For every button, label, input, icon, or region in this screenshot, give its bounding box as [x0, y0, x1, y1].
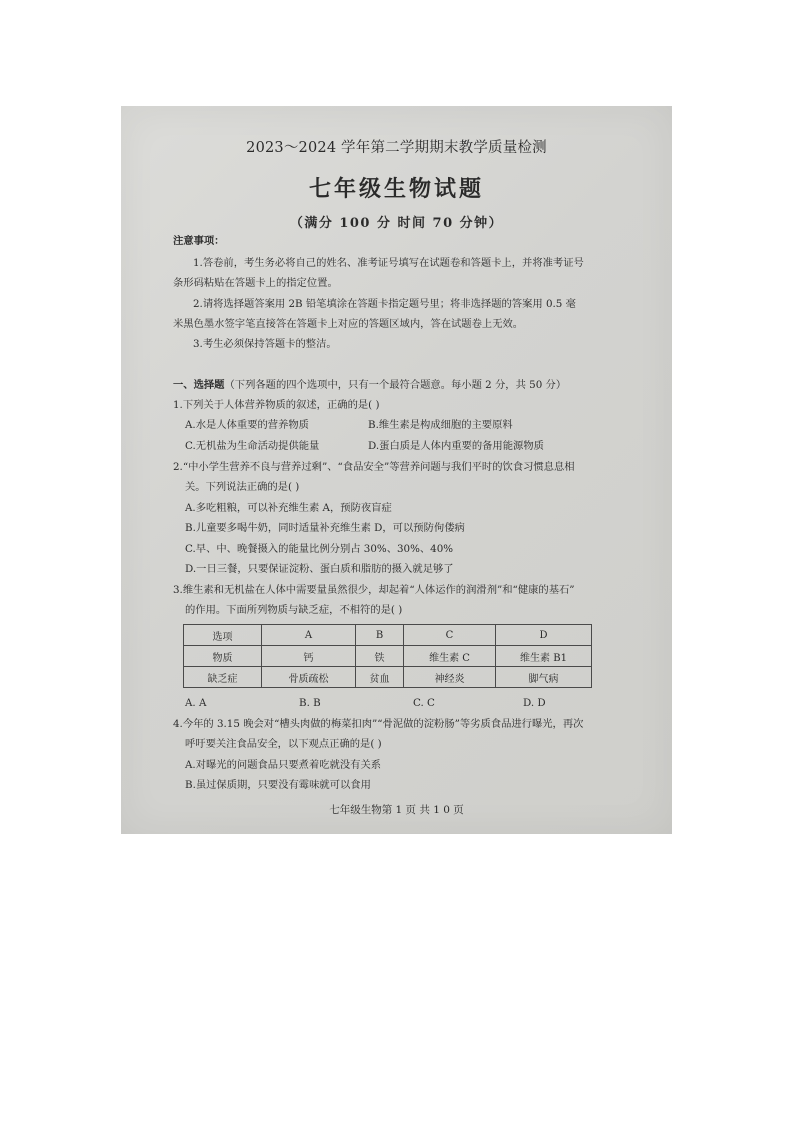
notice-item-2-line-2: 米黑色墨水签字笔直接答在答题卡上对应的答题区域内，答在试题卷上无效。	[173, 318, 524, 330]
section-1-desc: （下列各题的四个选项中，只有一个最符合题意。每小题 2 分，共 50 分）	[224, 379, 567, 391]
section-1-header	[173, 378, 566, 392]
section-1-heading: 一、选择题	[173, 379, 225, 391]
table-cell: 选项	[184, 625, 262, 646]
q4-stem-line-2: 呼吁要关注食品安全，以下观点正确的是( )	[185, 738, 382, 750]
q4-stem-line-1: 4.今年的 3.15 晚会对“槽头肉做的梅菜扣肉”“骨泥做的淀粉肠”等劣质食品进行曝光，再次	[173, 718, 584, 730]
q1-option-b: B.维生素是构成细胞的主要原料	[368, 419, 513, 431]
q3-option-b: B. B	[299, 697, 321, 709]
table-cell: A	[262, 625, 356, 646]
table-cell: 神经炎	[404, 667, 496, 688]
notice-item-3: 3.考生必须保持答题卡的整洁。	[193, 338, 337, 350]
q4-option-b: B.虽过保质期，只要没有霉味就可以食用	[185, 779, 371, 791]
exam-title: 七年级生物试题	[308, 176, 484, 202]
q1-option-c: C.无机盐为生命活动提供能量	[185, 440, 320, 452]
q3-option-d: D. D	[523, 697, 546, 709]
q2-stem-line-2: 关。下列说法正确的是( )	[185, 481, 300, 493]
table-row	[184, 667, 592, 688]
q3-stem-line-1: 3.维生素和无机盐在人体中需要量虽然很少，却起着“人体运作的润滑剂”和“健康的基石”	[173, 584, 575, 596]
table-cell: 脚气病	[496, 667, 592, 688]
table-cell: 骨质疏松	[262, 667, 356, 688]
table-cell: 贫血	[356, 667, 404, 688]
table-cell: B	[356, 625, 404, 646]
exam-paper	[121, 106, 672, 834]
q2-option-a: A.多吃粗粮，可以补充维生素 A，预防夜盲症	[185, 502, 392, 514]
table-cell: 物质	[184, 646, 262, 667]
notice-item-1-line-2: 条形码粘贴在答题卡上的指定位置。	[173, 277, 338, 289]
q3-option-c: C. C	[413, 697, 435, 709]
q2-stem-line-1: 2.“中小学生营养不良与营养过剩”、“食品安全”等营养问题与我们平时的饮食习惯息息相	[173, 461, 575, 473]
q2-option-c: C.早、中、晚餐摄入的能量比例分别占 30%、30%、40%	[185, 543, 454, 555]
notice-item-2-line-1: 2.请将选择题答案用 2B 铅笔填涂在答题卡指定题号里；将非选择题的答案用 0.5 毫	[193, 298, 576, 310]
exam-photo	[121, 106, 672, 834]
q3-table	[183, 624, 592, 688]
table-cell: 钙	[262, 646, 356, 667]
notice-heading: 注意事项：	[173, 235, 225, 247]
q2-option-b: B.儿童要多喝牛奶，同时适量补充维生素 D，可以预防佝偻病	[185, 522, 465, 534]
q1-option-a: A.水是人体重要的营养物质	[185, 419, 309, 431]
q1-option-d: D.蛋白质是人体内重要的备用能源物质	[368, 440, 544, 452]
q3-option-a: A. A	[185, 697, 207, 709]
table-cell: 铁	[356, 646, 404, 667]
exam-term-line: 2023～2024 学年第二学期期末教学质量检测	[246, 140, 547, 156]
table-cell: C	[404, 625, 496, 646]
table-row	[184, 646, 592, 667]
notice-item-1-line-1: 1.答卷前，考生务必将自己的姓名、准考证号填写在试题卷和答题卡上，并将准考证号	[193, 257, 584, 269]
table-cell: D	[496, 625, 592, 646]
exam-score-time: （满分 100 分 时间 70 分钟）	[289, 216, 504, 231]
q4-option-a: A.对曝光的问题食品只要煮着吃就没有关系	[185, 759, 382, 771]
table-cell: 维生素 C	[404, 646, 496, 667]
page-footer: 七年级生物第 1 页 共 1 0 页	[329, 804, 464, 816]
q1-stem: 1.下列关于人体营养物质的叙述，正确的是( )	[173, 399, 380, 411]
q2-option-d: D.一日三餐，只要保证淀粉、蛋白质和脂肪的摄入就足够了	[185, 563, 454, 575]
table-cell: 维生素 B1	[496, 646, 592, 667]
q3-stem-line-2: 的作用。下面所列物质与缺乏症，不相符的是( )	[185, 604, 403, 616]
table-row	[184, 625, 592, 646]
table-cell: 缺乏症	[184, 667, 262, 688]
